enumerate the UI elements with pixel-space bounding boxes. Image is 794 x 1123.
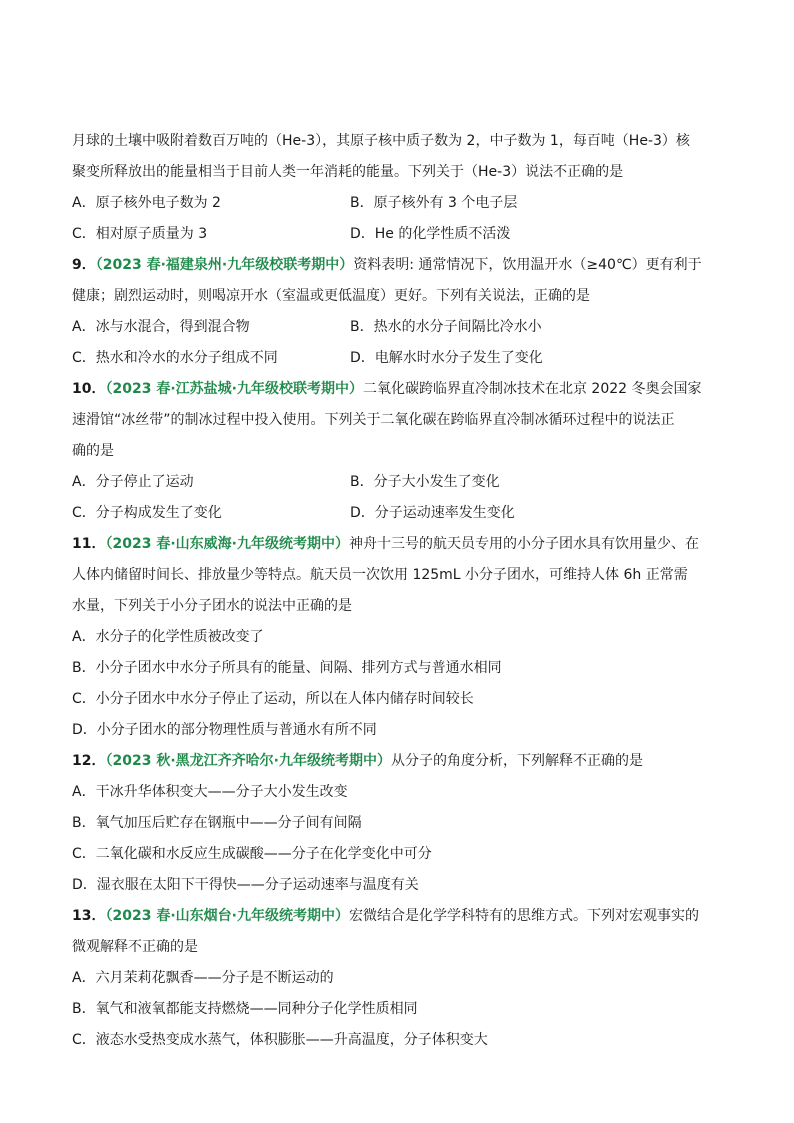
q13-source: （2023 春·山东烟台·九年级统考期中） xyxy=(105,908,349,924)
q9-option-c: C．热水和冷水的水分子组成不同 xyxy=(72,350,278,366)
q11-number: 11． xyxy=(72,536,106,552)
q10-text-line2: 速滑馆“冰丝带”的制冰过程中投入使用。下列关于二氧化碳在跨临界直冷制冰循环过程中的说法正 xyxy=(72,412,675,428)
q9-text-line1 xyxy=(72,250,722,281)
q10-option-d: D．分子运动速率发生变化 xyxy=(350,505,515,521)
q9-option-d: D．电解水时水分子发生了变化 xyxy=(350,350,543,366)
q11-text-line3: 水量，下列关于小分子团水的说法中正确的是 xyxy=(72,598,352,614)
q12-number: 12． xyxy=(72,753,106,769)
q8-option-b: B．原子核外有 3 个电子层 xyxy=(350,195,518,211)
q10-stem-part1: 二氧化碳跨临界直冷制冰技术在北京 2022 冬奥会国家 xyxy=(362,381,702,397)
q11-text-line2: 人体内储留时间长、排放量少等特点。航天员一次饮用 125mL 小分子团水，可维持人体 6h 正常需 xyxy=(72,567,688,583)
q9-option-b: B．热水的水分子间隔比冷水小 xyxy=(350,319,542,335)
q13-option-b: B．氧气和液氧都能支持燃烧——同种分子化学性质相同 xyxy=(72,1001,418,1017)
q10-option-a: A．分子停止了运动 xyxy=(72,474,194,490)
q10-text-line3: 确的是 xyxy=(72,443,114,459)
q11-stem-part1: 神舟十三号的航天员专用的小分子团水具有饮用量少、在 xyxy=(348,536,699,552)
q8-options-row2 xyxy=(72,219,722,250)
q13-text-line2: 微观解释不正确的是 xyxy=(72,939,198,955)
q9-text-line2: 健康；剧烈运动时，则喝凉开水（室温或更低温度）更好。下列有关说法，正确的是 xyxy=(72,288,590,304)
q13-option-a: A．六月茉莉花飘香——分子是不断运动的 xyxy=(72,970,334,986)
q8-options-row1 xyxy=(72,188,722,219)
q12-option-d: D．湿衣服在太阳下干得快——分子运动速率与温度有关 xyxy=(72,877,419,893)
q8-text-line2: 聚变所释放出的能量相当于目前人类一年消耗的能量。下列关于（He-3）说法不正确的是 xyxy=(72,164,624,180)
q13-text-line1 xyxy=(72,901,722,932)
q10-options-row1 xyxy=(72,467,722,498)
q12-option-c: C．二氧化碳和水反应生成碳酸——分子在化学变化中可分 xyxy=(72,846,432,862)
q11-option-b: B．小分子团水中水分子所具有的能量、间隔、排列方式与普通水相同 xyxy=(72,660,502,676)
q13-number: 13． xyxy=(72,908,106,924)
q13-option-c: C．液态水受热变成水蒸气，体积膨胀——升高温度，分子体积变大 xyxy=(72,1032,488,1048)
q12-source: （2023 秋·黑龙江齐齐哈尔·九年级统考期中） xyxy=(105,753,391,769)
q9-option-a: A．冰与水混合，得到混合物 xyxy=(72,319,250,335)
q10-number: 10． xyxy=(72,381,106,397)
q12-option-b: B．氧气加压后贮存在钢瓶中——分子间有间隔 xyxy=(72,815,362,831)
q10-option-b: B．分子大小发生了变化 xyxy=(350,474,500,490)
q11-option-a: A．水分子的化学性质被改变了 xyxy=(72,629,264,645)
q9-options-row1 xyxy=(72,312,722,343)
q8-option-c: C．相对原子质量为 3 xyxy=(72,226,208,242)
q11-option-d: D．小分子团水的部分物理性质与普通水有所不同 xyxy=(72,722,377,738)
q11-source: （2023 春·山东威海·九年级统考期中） xyxy=(105,536,349,552)
q12-text-line1 xyxy=(72,746,722,777)
q12-stem-part1: 从分子的角度分析，下列解释不正确的是 xyxy=(390,753,643,769)
q10-option-c: C．分子构成发生了变化 xyxy=(72,505,222,521)
q10-text-line1 xyxy=(72,374,722,405)
q10-options-row2 xyxy=(72,498,722,529)
q8-text-line1: 月球的土壤中吸附着数百万吨的（He-3），其原子核中质子数为 2，中子数为 1，每百吨（He-3）核 xyxy=(72,133,690,149)
q13-stem-part1: 宏微结合是化学学科特有的思维方式。下列对宏观事实的 xyxy=(348,908,699,924)
exam-page xyxy=(72,126,722,1056)
q8-option-d: D．He 的化学性质不活泼 xyxy=(350,226,511,242)
q9-options-row2 xyxy=(72,343,722,374)
q9-number: 9． xyxy=(72,257,96,273)
q11-option-c: C．小分子团水中水分子停止了运动，所以在人体内储存时间较长 xyxy=(72,691,474,707)
q9-source: （2023 春·福建泉州·九年级校联考期中） xyxy=(95,257,354,273)
q12-option-a: A．干冰升华体积变大——分子大小发生改变 xyxy=(72,784,348,800)
q10-source: （2023 春·江苏盐城·九年级校联考期中） xyxy=(105,381,363,397)
q8-option-a: A．原子核外电子数为 2 xyxy=(72,195,221,211)
q9-stem-part1: 资料表明: 通常情况下，饮用温开水（≥40℃）更有利于 xyxy=(353,257,702,273)
q11-text-line1 xyxy=(72,529,722,560)
